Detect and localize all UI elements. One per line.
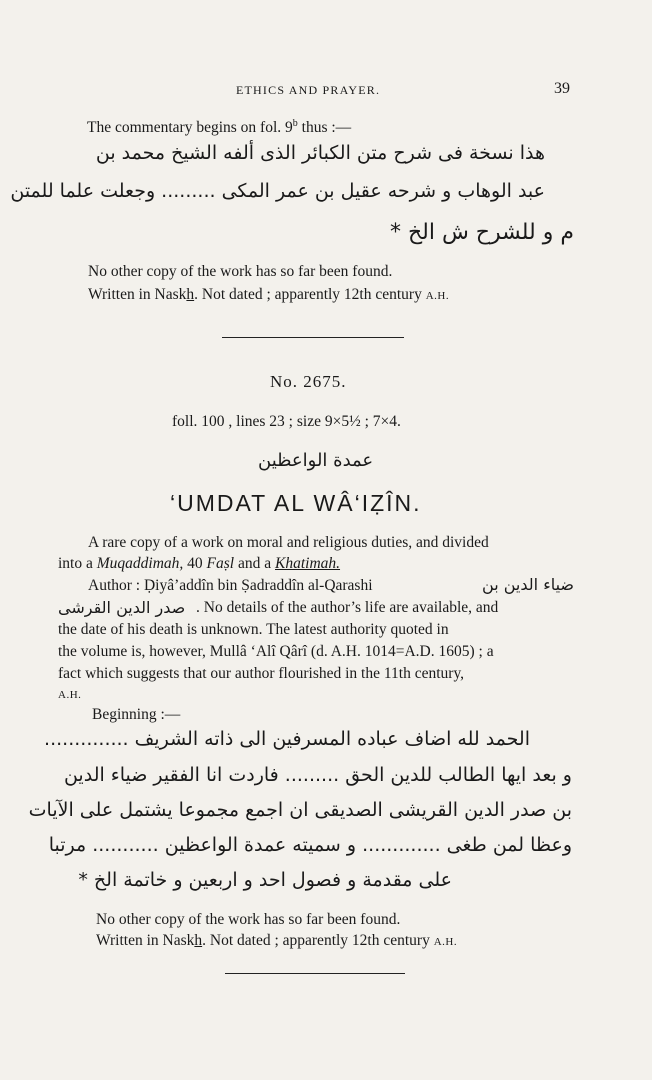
beginning-arabic-4: وعظا لمن طغى ............. و سميته عمدة الواعظين ........... مرتبا	[48, 834, 572, 856]
body-line-1: the date of his death is unknown. The latest authority quoted in	[58, 621, 449, 638]
arabic-line-2: عبد الوهاب و شرحه عقيل بن عمر المكى ......... وجعلت علما للمتن	[10, 180, 545, 202]
arabic-line-1: هذا نسخة فى شرح متن الكبائر الذى ألفه الشيخ محمد بن	[95, 142, 545, 164]
author-arabic-1: ضياء الدين بن	[482, 575, 574, 594]
no-other-copy-note: No other copy of the work has so far been found.	[88, 263, 393, 280]
description-line-2: into a Muqaddimah, 40 Faṣl and a Khatimah.	[58, 555, 341, 572]
beginning-arabic-2: و بعد ايها الطالب للدين الحق ......... فاردت انا الفقير ضياء الدين	[63, 764, 572, 786]
entry-number: No. 2675.	[270, 372, 347, 391]
era-abbrev: A.H.	[58, 689, 82, 701]
beginning-label: Beginning :—	[92, 706, 181, 723]
arabic-line-3: م و للشرح ش الخ *	[389, 220, 574, 245]
section-divider-2	[225, 973, 405, 974]
body-line-3: fact which suggests that our author flourished in the 11th century,	[58, 665, 465, 682]
author-continuation: . No details of the author’s life are available, and	[196, 599, 499, 616]
description-line-1: A rare copy of a work on moral and religious duties, and divided	[88, 534, 489, 551]
author-arabic-2: صدر الدين القرشى	[58, 598, 186, 617]
entry-title: ‘UMDAT AL WÂ‘IẒÎN.	[170, 490, 422, 516]
body-line-2: the volume is, however, Mullâ ‘Alî Qârî (d. A.H. 1014=A.D. 1605) ; a	[58, 643, 494, 660]
commentary-intro: The commentary begins on fol. 9$^b$ thus :—	[87, 118, 352, 137]
written-in-note-2: Written in Naskh. Not dated ; apparently 12th century A.H.	[96, 932, 458, 949]
beginning-arabic-3: بن صدر الدين القريشى الصديقى ان اجمع مجموعا يشتمل على الآيات	[28, 799, 572, 821]
running-header: ETHICS AND PRAYER.	[236, 83, 381, 97]
beginning-arabic-1: الحمد لله اضاف عباده المسرفين الى ذاته الشريف ..............	[44, 728, 530, 750]
page-number: 39	[554, 80, 570, 97]
author-line: Author : Ḍiyâ’addîn bin Ṣadraddîn al-Qarashi	[88, 577, 373, 594]
section-divider	[222, 337, 404, 338]
folio-info: foll. 100 , lines 23 ; size 9×5½ ; 7×4.	[172, 413, 401, 430]
arabic-title: عمدة الواعظين	[258, 450, 374, 471]
beginning-arabic-5: على مقدمة و فصول احد و اربعين و خاتمة الخ *	[78, 869, 452, 891]
no-other-copy-note-2: No other copy of the work has so far been found.	[96, 911, 401, 928]
written-in-note: Written in Naskh. Not dated ; apparently 12th century A.H.	[88, 286, 450, 303]
